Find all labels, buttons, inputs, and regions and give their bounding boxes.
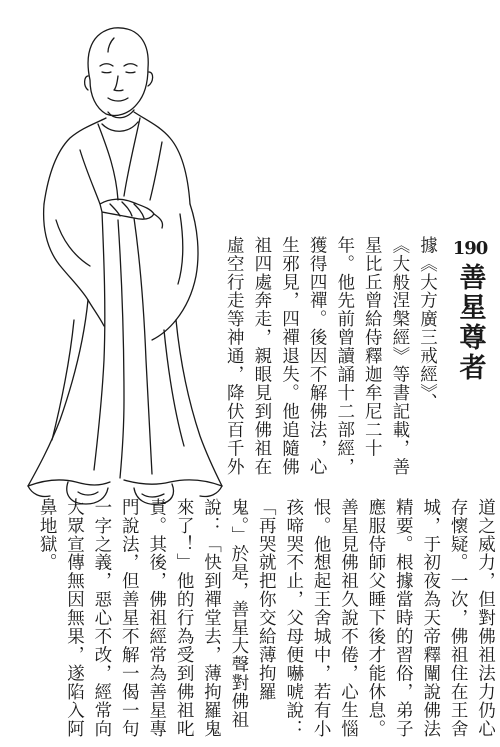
text-column-lower: 孩啼哭不止，父母便嚇唬說： xyxy=(283,498,304,738)
entry-title: 善星尊者 xyxy=(454,263,486,383)
text-column-upper: 星比丘曾給侍釋迦牟尼二十 xyxy=(362,236,383,458)
text-column-upper: 《大般涅槃經》等書記載，善 xyxy=(389,236,410,476)
text-column-upper: 獲得四禪。後因不解佛法，心 xyxy=(307,236,328,476)
text-column-lower: 城，于初夜為天帝釋闡說佛法 xyxy=(420,498,441,738)
text-column-upper: 虛空行走等神通，降伏百千外 xyxy=(224,236,245,476)
text-column-upper: 年。他先前曾讀誦十二部經， xyxy=(334,236,355,476)
text-column-lower: 鼻地獄。 xyxy=(37,498,58,572)
text-column-lower: 「再哭就把你交給薄拘羅 xyxy=(256,498,277,701)
entry-number: 190 xyxy=(452,238,488,259)
title-block xyxy=(450,238,490,383)
text-column-lower: 責。其後，佛祖經常為善星專 xyxy=(146,498,167,738)
text-column-lower: 精要。根據當時的習俗，弟子 xyxy=(393,498,414,738)
text-column-lower: 道之威力，但對佛祖法力仍心 xyxy=(475,498,496,738)
text-column-lower: 存懷疑。一次，佛祖住在王舍 xyxy=(448,498,469,738)
text-column-lower: 門說法，但善星不解一偈一句 xyxy=(119,498,140,738)
text-column-upper: 據《大方廣三戒經》、 xyxy=(417,236,438,412)
text-column-lower: 善星見佛祖久說不倦，心生惱 xyxy=(338,498,359,738)
text-column-upper: 生邪見，四禪退失。他追隨佛 xyxy=(279,236,300,476)
arhat-illustration xyxy=(4,0,230,510)
text-column-lower: 應服侍師父睡下後才能休息。 xyxy=(365,498,386,738)
text-column-lower: 恨。他想起王舍城中，若有小 xyxy=(311,498,332,738)
text-column-lower: 來了！」他的行為受到佛祖叱 xyxy=(174,498,195,738)
text-column-lower: 一字之義，惡心不改，經常向 xyxy=(91,498,112,738)
text-column-lower: 鬼。」於是，善星大聲對佛祖 xyxy=(228,498,249,730)
text-column-upper: 祖四處奔走，親眼見到佛祖在 xyxy=(251,236,272,476)
text-column-lower: 大眾宣傳無因無果，遂陷入阿 xyxy=(64,498,85,738)
text-column-lower: 說：「快到禪堂去，薄拘羅鬼 xyxy=(201,498,222,738)
